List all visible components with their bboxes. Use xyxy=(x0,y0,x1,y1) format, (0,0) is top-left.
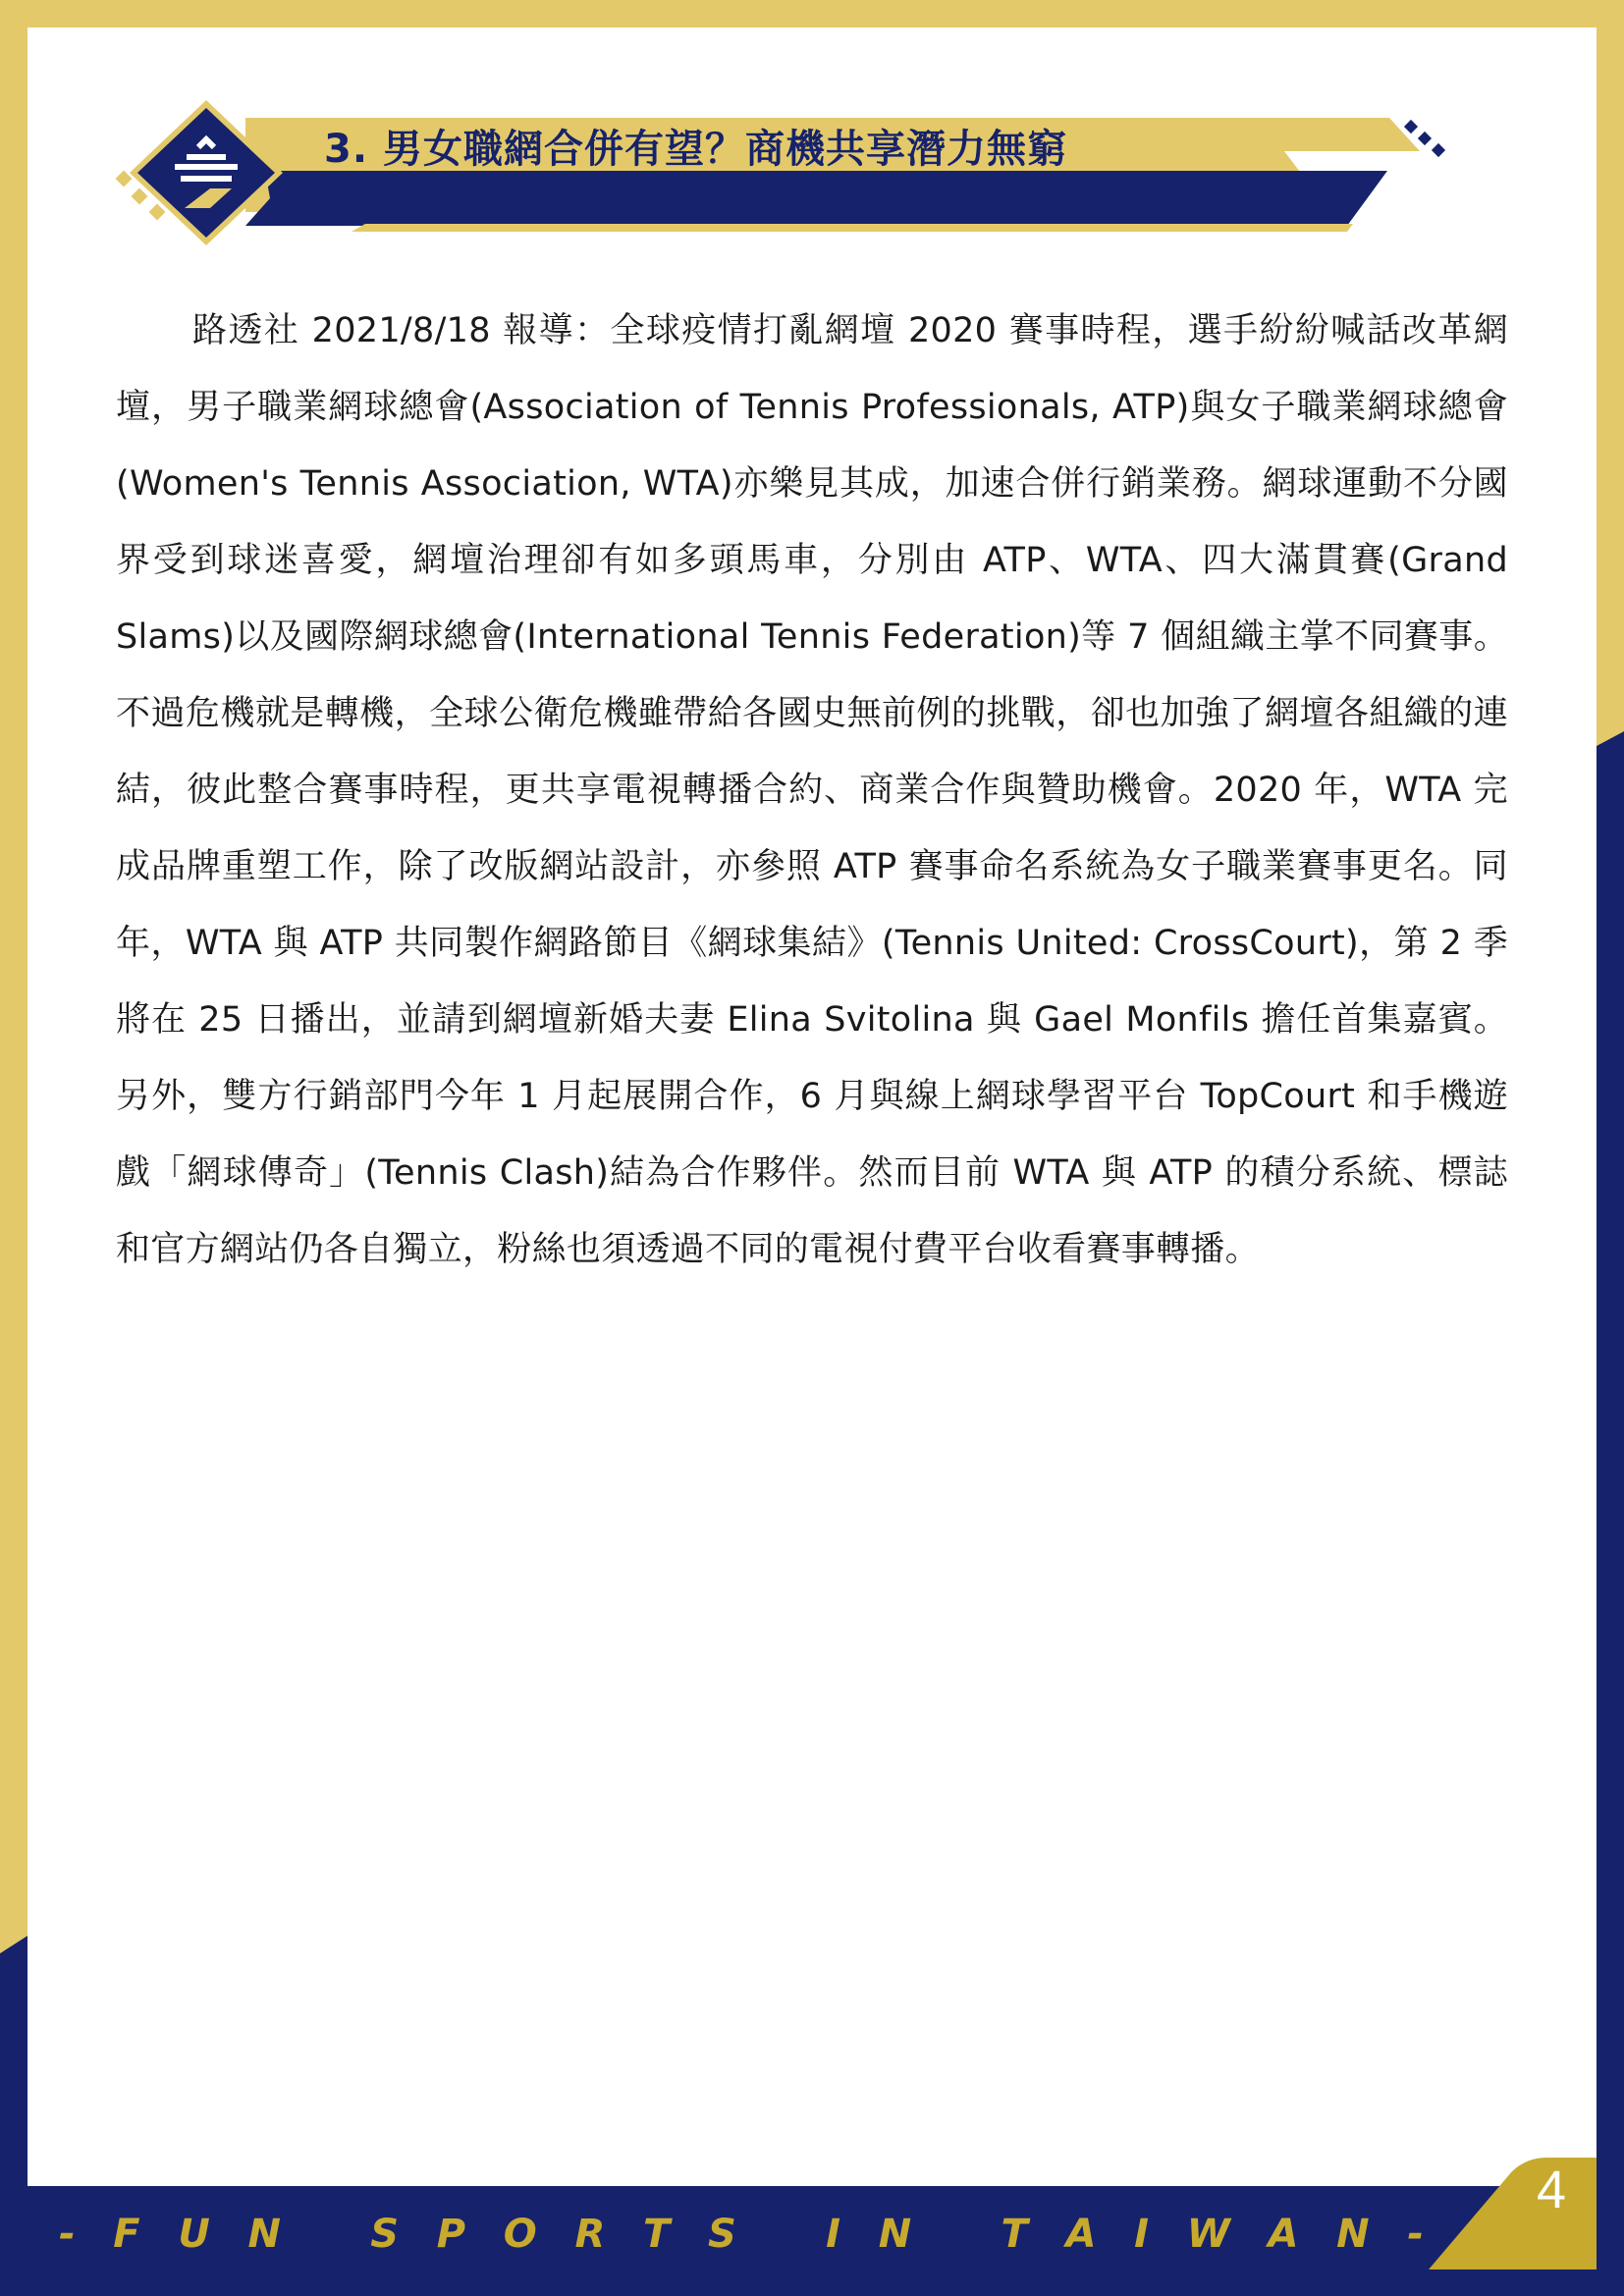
footer-letter: N xyxy=(247,2212,281,2257)
footer-letter: T xyxy=(1001,2212,1028,2257)
footer-letter: A xyxy=(1065,2212,1097,2257)
footer-letter: - xyxy=(1407,2212,1424,2257)
footer-letter: S xyxy=(707,2212,736,2257)
footer-letter: O xyxy=(503,2212,537,2257)
footer-letter: - xyxy=(59,2212,76,2257)
footer-letter: F xyxy=(113,2212,140,2257)
footer-letter: T xyxy=(643,2212,671,2257)
footer-letter: I xyxy=(826,2212,840,2257)
section-heading: 3. 男女職網合併有望？商機共享潛力無窮 xyxy=(324,127,1067,172)
page-number: 4 xyxy=(1536,2161,1567,2219)
footer-letter: N xyxy=(1336,2212,1370,2257)
footer-letter xyxy=(319,2212,333,2257)
footer-letter: R xyxy=(574,2212,606,2257)
footer-letter: N xyxy=(878,2212,912,2257)
footer-letter: W xyxy=(1186,2212,1230,2257)
footer-letter: P xyxy=(436,2212,466,2257)
footer-letter xyxy=(774,2212,787,2257)
footer-letter: S xyxy=(370,2212,400,2257)
footer-letter: I xyxy=(1134,2212,1150,2257)
footer-letter: U xyxy=(178,2212,210,2257)
footer-slogan xyxy=(59,2212,1424,2257)
footer-letter: A xyxy=(1268,2212,1299,2257)
article-paragraph: 路透社 2021/8/18 報導：全球疫情打亂網壇 2020 賽事時程，選手紛紛喊話改革網壇，男子職業網球總會(Association of Tennis Professionals, ATP)與女子職業網球總會(Women's Tennis Association, WTA)亦樂見其成，加速合併行銷業務。網球運動不分國界受到球迷喜愛，網壇治理卻有如多頭馬車，分別由 ATP、WTA、四大滿貫賽(Grand Slams)以及國際網球總會(International Tennis Federation)等 7 個組織主掌不同賽事。不過危機就是轉機，全球公衛危機雖帶給各國史無前例的挑戰，卻也加強了網壇各組織的連結，彼此整合賽事時程，更共享電視轉播合約、商業合作與贊助機會。2020 年，WTA 完成品牌重塑工作，除了改版網站設計，亦參照 ATP 賽事命名系統為女子職業賽事更名。同年，WTA 與 ATP 共同製作網路節目《網球集結》(Tennis United: CrossCourt)，第 2 季將在 25 日播出，並請到網壇新婚夫妻 Elina Svitolina 與 Gael Monfils 擔任首集嘉賓。另外，雙方行銷部門今年 1 月起展開合作，6 月與線上網球學習平台 TopCourt 和手機遊戲「網球傳奇」(Tennis Clash)結為合作夥伴。然而目前 WTA 與 ATP 的積分系統、標誌和官方網站仍各自獨立，粉絲也須透過不同的電視付費平台收看賽事轉播。 xyxy=(116,311,1508,1269)
diamond-emblem-icon xyxy=(116,98,283,245)
footer-letter xyxy=(949,2212,963,2257)
